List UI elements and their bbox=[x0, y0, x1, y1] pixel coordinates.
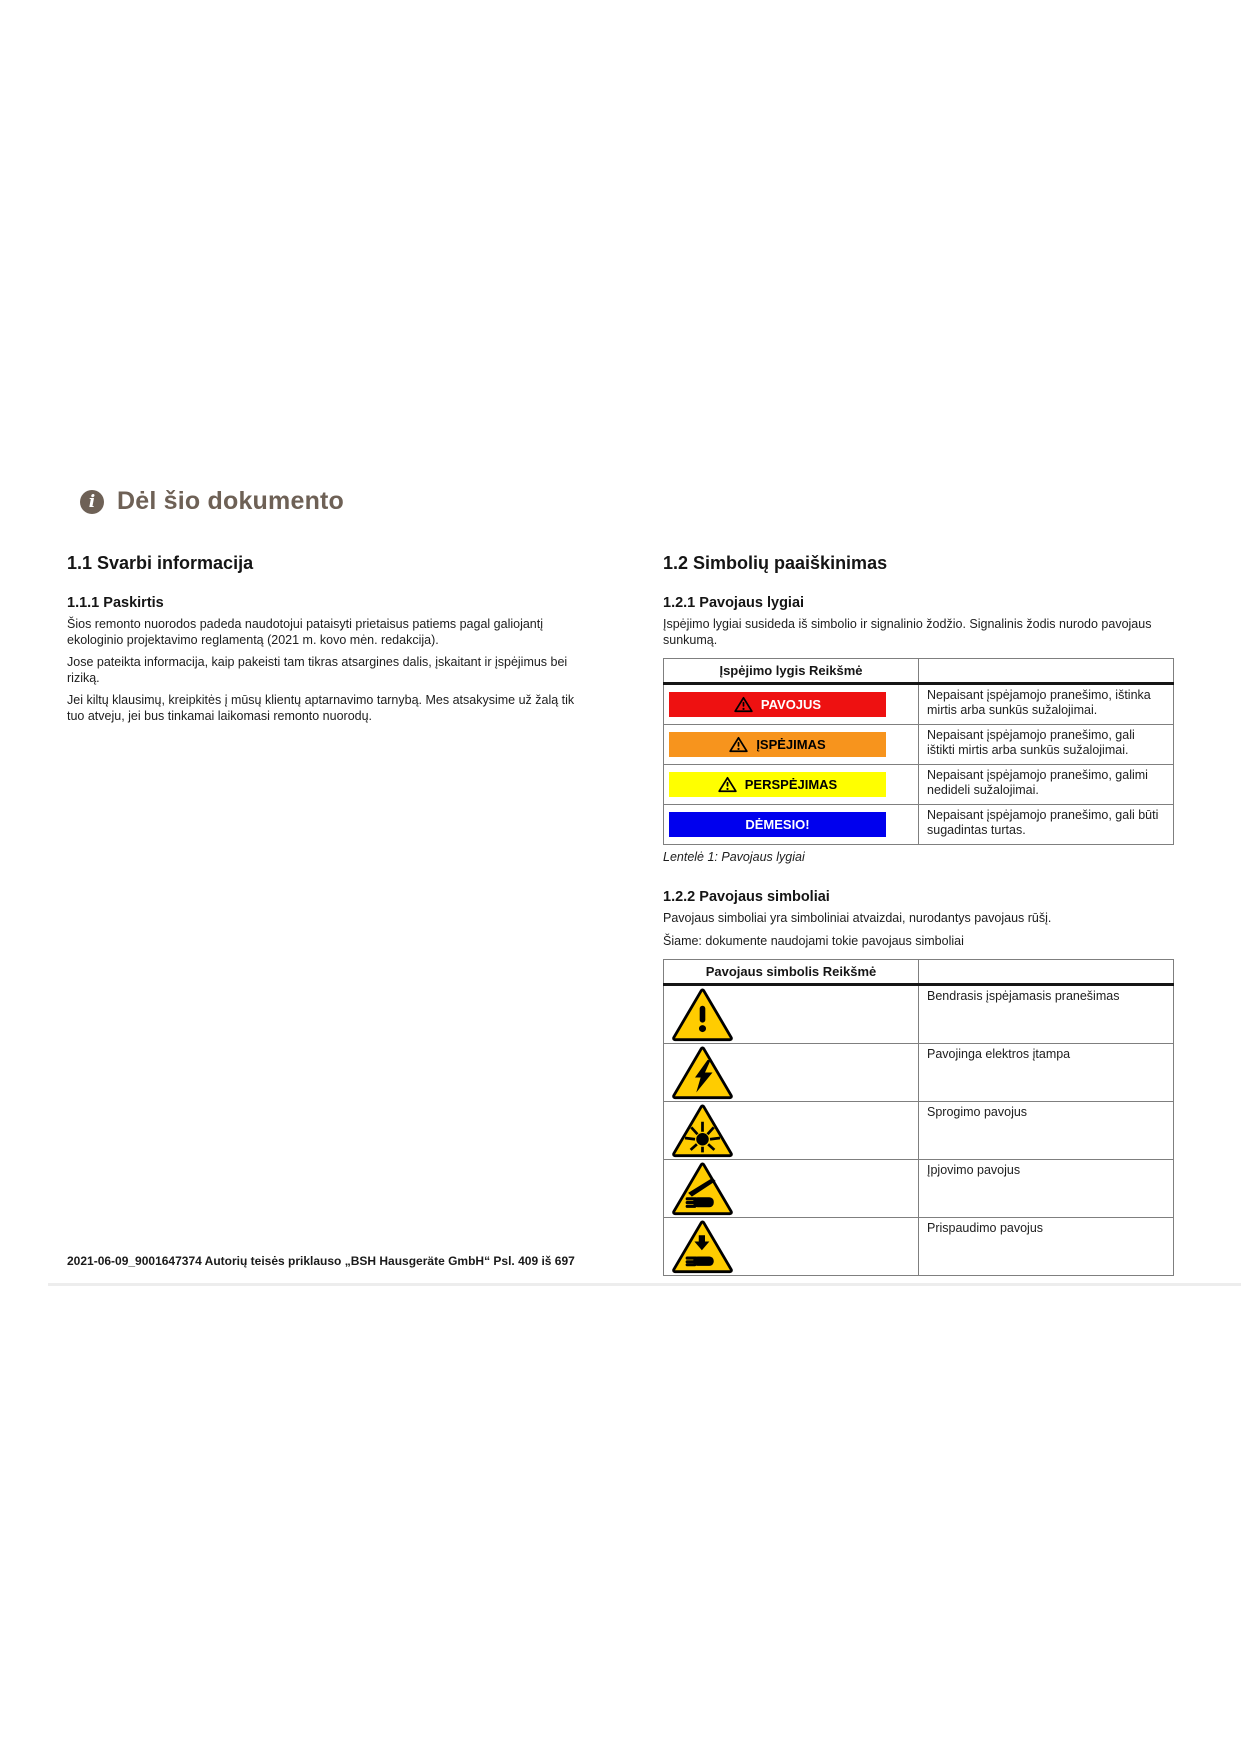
symbol-cell bbox=[664, 1160, 919, 1218]
page-footer: 2021-06-09_9001647374 Autorių teisės priklauso „BSH Hausgeräte GmbH“ Psl. 409 iš 697 bbox=[67, 1254, 575, 1268]
danger-symbols-intro-2: Šiame: dokumente naudojami tokie pavojaus simboliai bbox=[663, 933, 964, 948]
section-1-2-heading: 1.2 Simbolių paaiškinimas bbox=[663, 553, 888, 573]
symbol-cell bbox=[664, 985, 919, 1044]
cutting-hazard-icon bbox=[671, 1161, 734, 1216]
section-1-2-2-heading: 1.2.2 Pavojaus simboliai bbox=[663, 889, 830, 906]
caution-badge bbox=[669, 772, 886, 797]
table-row bbox=[664, 1218, 1174, 1276]
warning-badge bbox=[669, 732, 886, 757]
table-row bbox=[664, 725, 1174, 765]
danger-level-cell bbox=[664, 805, 919, 845]
paragraph-purpose-2: Jose pateikta informacija, kaip pakeisti tam tikras atsargines dalis, įskaitant ir įspėjimus bei riziką. bbox=[67, 655, 568, 685]
danger-levels-table-header-empty bbox=[919, 659, 1174, 684]
warning-triangle-icon bbox=[729, 736, 748, 753]
danger-levels-intro: Įspėjimo lygiai susideda iš simbolio ir signalinio žodžio. Signalinis žodis nurodo pavojaus sunkumą. bbox=[663, 617, 1152, 647]
section-1-2-1-heading: 1.2.1 Pavojaus lygiai bbox=[663, 595, 805, 611]
danger-badge bbox=[669, 692, 886, 717]
symbol-meaning: Sprogimo pavojus bbox=[919, 1102, 1174, 1160]
page-title-text: Dėl šio dokumento bbox=[117, 487, 345, 515]
table-row bbox=[664, 805, 1174, 845]
table-row bbox=[664, 1044, 1174, 1102]
warning-badge-label: ĮSPĖJIMAS bbox=[756, 737, 826, 753]
section-1-1-heading: 1.1 Svarbi informacija bbox=[67, 553, 254, 573]
danger-symbols-table bbox=[663, 959, 1174, 1276]
notice-badge bbox=[669, 812, 886, 837]
general-warning-icon bbox=[671, 987, 734, 1042]
paragraph-purpose-3: Jei kiltų klausimų, kreipkitės į mūsų klientų aptarnavimo tarnybą. Mes atsakysime už žalą tik tuo atveju, jei bus tinkamai laikomasi remonto nuorodų. bbox=[67, 693, 575, 723]
danger-symbols-table-header-empty bbox=[919, 960, 1174, 985]
danger-level-meaning: Nepaisant įspėjamojo pranešimo, gali būti sugadintas turtas. bbox=[919, 805, 1174, 845]
page-title bbox=[80, 487, 344, 516]
danger-level-meaning: Nepaisant įspėjamojo pranešimo, ištinka mirtis arba sunkūs sužalojimai. bbox=[919, 684, 1174, 725]
table-row bbox=[664, 684, 1174, 725]
danger-levels-table bbox=[663, 658, 1174, 845]
symbol-cell bbox=[664, 1218, 919, 1276]
section-1-1-1-heading: 1.1.1 Paskirtis bbox=[67, 595, 164, 611]
danger-symbols-intro-1: Pavojaus simboliai yra simboliniai atvaizdai, nurodantys pavojaus rūšį. bbox=[663, 911, 1052, 926]
table-row bbox=[664, 765, 1174, 805]
info-icon: i bbox=[80, 490, 104, 514]
symbol-cell bbox=[664, 1044, 919, 1102]
table-header-row bbox=[664, 960, 1174, 985]
danger-level-cell bbox=[664, 765, 919, 805]
table-row bbox=[664, 985, 1174, 1044]
table-header-row bbox=[664, 659, 1174, 684]
danger-badge-label: PAVOJUS bbox=[760, 697, 822, 713]
danger-symbols-table-header: Pavojaus simbolis Reikšmė bbox=[664, 960, 919, 985]
page-bottom-divider bbox=[48, 1283, 1241, 1286]
table-caption: Lentelė 1: Pavojaus lygiai bbox=[663, 850, 805, 865]
symbol-meaning: Bendrasis įspėjamasis pranešimas bbox=[919, 985, 1174, 1044]
crushing-hazard-icon bbox=[671, 1219, 734, 1274]
left-column bbox=[67, 553, 594, 732]
explosion-icon bbox=[671, 1103, 734, 1158]
symbol-meaning: Įpjovimo pavojus bbox=[919, 1160, 1174, 1218]
warning-triangle-icon bbox=[734, 696, 753, 713]
paragraph-purpose-1: Šios remonto nuorodos padeda naudotojui pataisyti prietaisus patiems pagal galiojantį ekologinio projektavimo reglamentą (2021 m. kovo mėn. redakcija). bbox=[67, 617, 544, 647]
danger-level-meaning: Nepaisant įspėjamojo pranešimo, gali ištikti mirtis arba sunkūs sužalojimai. bbox=[919, 725, 1174, 765]
danger-levels-table-header: Įspėjimo lygis Reikšmė bbox=[664, 659, 919, 684]
warning-triangle-icon bbox=[718, 776, 737, 793]
danger-level-cell bbox=[664, 684, 919, 725]
right-column bbox=[663, 553, 1174, 1276]
symbol-cell bbox=[664, 1102, 919, 1160]
electric-voltage-icon bbox=[671, 1045, 734, 1100]
table-row bbox=[664, 1102, 1174, 1160]
notice-badge-label: DĖMESIO! bbox=[745, 817, 810, 833]
danger-level-cell bbox=[664, 725, 919, 765]
table-row bbox=[664, 1160, 1174, 1218]
symbol-meaning: Prispaudimo pavojus bbox=[919, 1218, 1174, 1276]
caution-badge-label: PERSPĖJIMAS bbox=[744, 777, 838, 793]
danger-level-meaning: Nepaisant įspėjamojo pranešimo, galimi nedideli sužalojimai. bbox=[919, 765, 1174, 805]
symbol-meaning: Pavojinga elektros įtampa bbox=[919, 1044, 1174, 1102]
